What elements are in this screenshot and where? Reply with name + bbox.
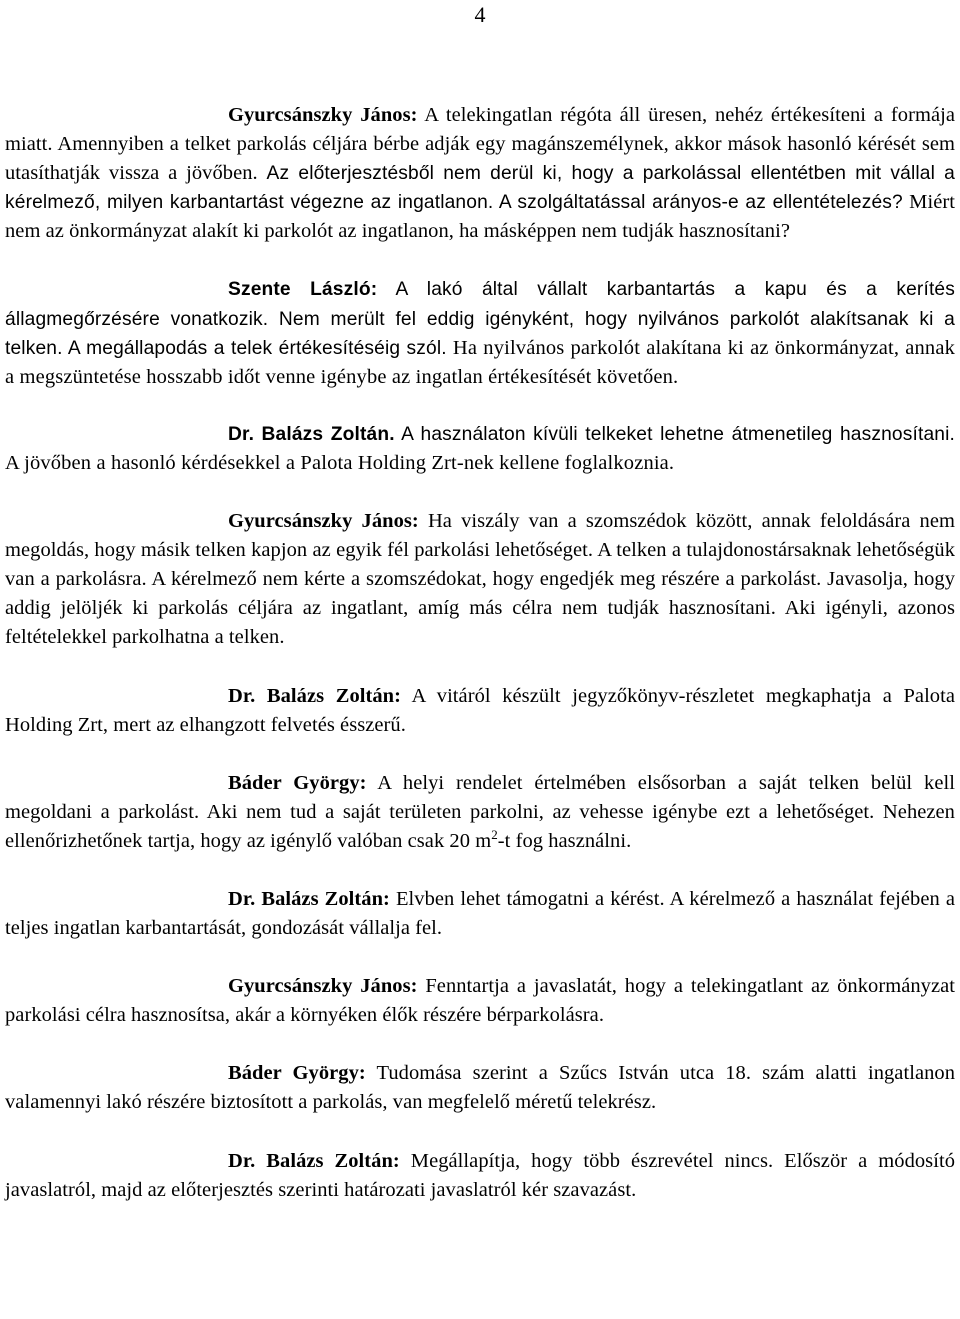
speaker-name: Báder György:	[228, 1062, 366, 1085]
paragraph-text: A vitáról készült jegyzőkönyv-részletet megkaphatja a Palota Holding Zrt, mert az elhangzott felvetés ésszerű.	[5, 684, 956, 736]
speaker-name: Dr. Balázs Zoltán:	[228, 684, 401, 707]
paragraph-text: A helyi rendelet értelmében elsősorban a saját telken belül kell megoldani a parkolást. Aki nem tud a saját területen parkolni, az vehesse igénybe ezt a lehetőséget. Nehezen ellenőrizhetőnek tartja, hogy az igénylő valóban csak 20 m	[5, 771, 955, 852]
speaker-name: Gyurcsánszky János:	[228, 104, 418, 126]
paragraph-balazs-4	[5, 1147, 955, 1205]
paragraph-gyurcsanszky-1	[5, 101, 955, 246]
paragraph-text: A telekingatlan régóta áll üresen, nehéz értékesíteni a formája miatt. Amennyiben a telket parkolás céljára bérbe adják egy magánszemélynek, akkor mások hasonló kérését sem utasíthatják vissza a jövőben.	[5, 104, 955, 185]
speaker-name: Gyurcsánszky János:	[228, 510, 419, 533]
superscript: 2	[491, 826, 498, 842]
speaker-name: Dr. Balázs Zoltán:	[228, 887, 390, 910]
page-number: 4	[474, 2, 486, 27]
document-body	[5, 101, 955, 1233]
paragraph-text-serif: A jövőben a hasonló kérdésekkel a Palota Holding Zrt-nek kellene foglalkoznia.	[5, 451, 675, 474]
paragraph-text: Elvben lehet támogatni a kérést. A kérelmező a használat fejében a teljes ingatlan karbantartását, gondozását vállalja fel.	[5, 887, 956, 940]
paragraph-szente	[5, 275, 955, 391]
paragraph-text: -t fog használni.	[497, 829, 632, 852]
paragraph-text: Tudomása szerint a Szűcs István utca 18. szám alatti ingatlanon valamennyi lakó részére biztosított a parkolás, van megfelelő méretű telekrész.	[5, 1062, 955, 1114]
paragraph-balazs-3	[5, 885, 955, 943]
paragraph-text: Megállapítja, hogy több észrevétel nincs. Először a módosító javaslatról, majd az előterjesztés szerinti határozati javaslatról kér szavazást.	[5, 1149, 955, 1201]
paragraph-text: A használaton kívüli telkeket lehetne átmenetileg hasznosítani.	[394, 423, 955, 445]
paragraph-bader-2	[5, 1059, 955, 1117]
paragraph-text: A lakó által vállalt karbantartás a kapu és a kerítés állagmegőrzésére vonatkozik. Nem merült fel eddig igényként, hogy nyilvános parkolót alakítsanak ki a telken. A megállapodás a telek értékesítéséig szól.	[5, 279, 955, 359]
speaker-name: Szente László:	[228, 279, 378, 301]
speaker-name: Dr. Balázs Zoltán:	[228, 1149, 400, 1172]
paragraph-text-sans: Az előterjesztésből nem derül ki, hogy a parkolással ellentétben mit vállal a kérelmező, milyen karbantartást végezne az ingatlanon. A szolgáltatással arányos-e az ellentételezés?	[5, 163, 956, 214]
paragraph-bader-1	[5, 769, 955, 856]
paragraph-text-serif: Ha nyilvános parkolót alakítana ki az önkormányzat, annak a megszüntetése hosszabb időt venne igénybe az ingatlan értékesítését követően.	[5, 336, 955, 388]
speaker-name: Báder György:	[228, 771, 367, 794]
paragraph-text: Fenntartja a javaslatát, hogy a telekingatlant az önkormányzat parkolási célra hasznosítsa, akár a környéken élők részére bérparkolásra.	[5, 975, 955, 1027]
paragraph-balazs-2	[5, 682, 955, 740]
paragraph-gyurcsanszky-3	[5, 972, 955, 1030]
speaker-name: Dr. Balázs Zoltán.	[228, 423, 395, 445]
paragraph-gyurcsanszky-2	[5, 507, 955, 652]
paragraph-text: Miért nem az önkormányzat alakít ki parkolót az ingatlanon, ha másképpen nem tudják hasznosítani?	[5, 191, 955, 243]
paragraph-text: Ha viszály van a szomszédok között, annak feloldására nem megoldás, hogy másik telken kapjon az egyik fél parkolási lehetőséget. A telken a tulajdonostársaknak lehetőségük van a parkolásra. A kérelmező nem kérte a szomszédokat, hogy engedjék meg részére a parkolást. Javasolja, hogy addig jelöljék ki parkolás céljára az ingatlant, amíg más célra nem tudják hasznosítani. Aki igényli, azonos feltételekkel parkolhatna a telken.	[5, 510, 956, 649]
speaker-name: Gyurcsánszky János:	[228, 975, 418, 998]
paragraph-balazs-1	[5, 420, 955, 478]
